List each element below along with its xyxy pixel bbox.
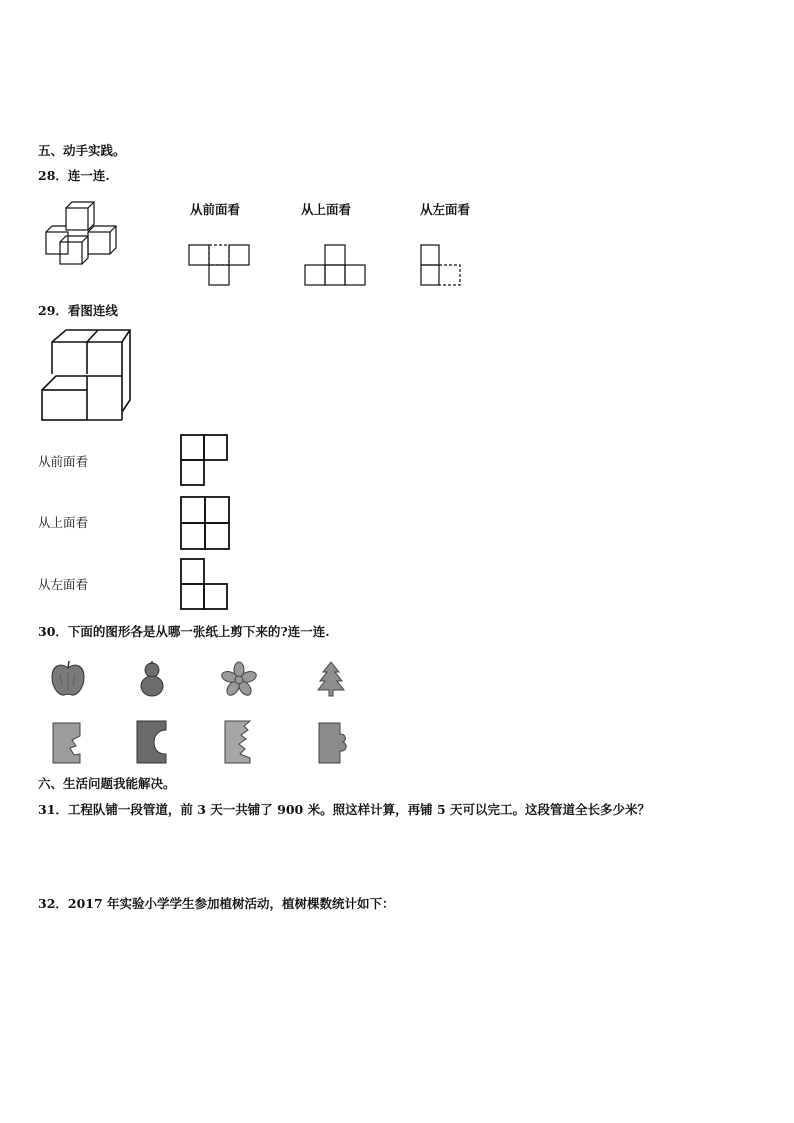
q32-text: 2017 年实验小学学生参加植树活动，植树棵数统计如下： (67, 896, 395, 911)
q28-line (38, 168, 110, 184)
section-5-title: 五、动手实践。 (38, 143, 126, 158)
q29-view-option-3 (180, 558, 230, 612)
q32-number: 32． (38, 896, 68, 911)
q32-line (38, 896, 395, 912)
q29-text: 看图连线 (67, 303, 118, 318)
paper-sheet-4 (318, 722, 348, 764)
q28-text: 连一连. (67, 168, 110, 183)
q30-text: 下面的图形各是从哪一张纸上剪下来的?连一连. (67, 624, 330, 639)
q28-view-shape-steps (304, 244, 368, 288)
q28-view-label-front: 从前面看 (190, 202, 241, 217)
q28-view-label-left: 从左面看 (420, 202, 471, 217)
q29-line (38, 303, 118, 319)
q29-view-option-2 (180, 496, 232, 552)
q28-number: 28． (38, 168, 68, 183)
tree-shape-icon (316, 661, 346, 697)
q29-label-front: 从前面看 (38, 454, 89, 469)
q29-block-figure (40, 330, 132, 426)
gourd-shape-icon (137, 660, 167, 698)
paper-sheet-2 (136, 720, 168, 764)
section-6-title: 六、生活问题我能解决。 (38, 776, 176, 791)
q28-cube-stack-figure (42, 202, 142, 268)
flower-shape-icon (221, 662, 257, 696)
q30-number: 30． (38, 624, 68, 639)
q29-label-top: 从上面看 (38, 515, 89, 530)
q31-number: 31． (38, 802, 68, 817)
paper-sheet-1 (52, 722, 82, 764)
q28-view-label-top: 从上面看 (301, 202, 352, 217)
q29-number: 29． (38, 303, 68, 318)
paper-sheet-3 (224, 720, 252, 764)
q31-text: 工程队铺一段管道，前 3 天一共铺了 900 米。照这样计算，再铺 5 天可以完工。这段管道全长多少米？ (67, 802, 651, 817)
apple-shape-icon (50, 660, 86, 698)
q29-view-option-1 (180, 434, 230, 488)
q28-view-shape-t (188, 244, 250, 288)
q31-line (38, 802, 650, 818)
q29-label-left: 从左面看 (38, 577, 89, 592)
q28-view-shape-l (420, 244, 464, 288)
q30-line (38, 624, 330, 640)
